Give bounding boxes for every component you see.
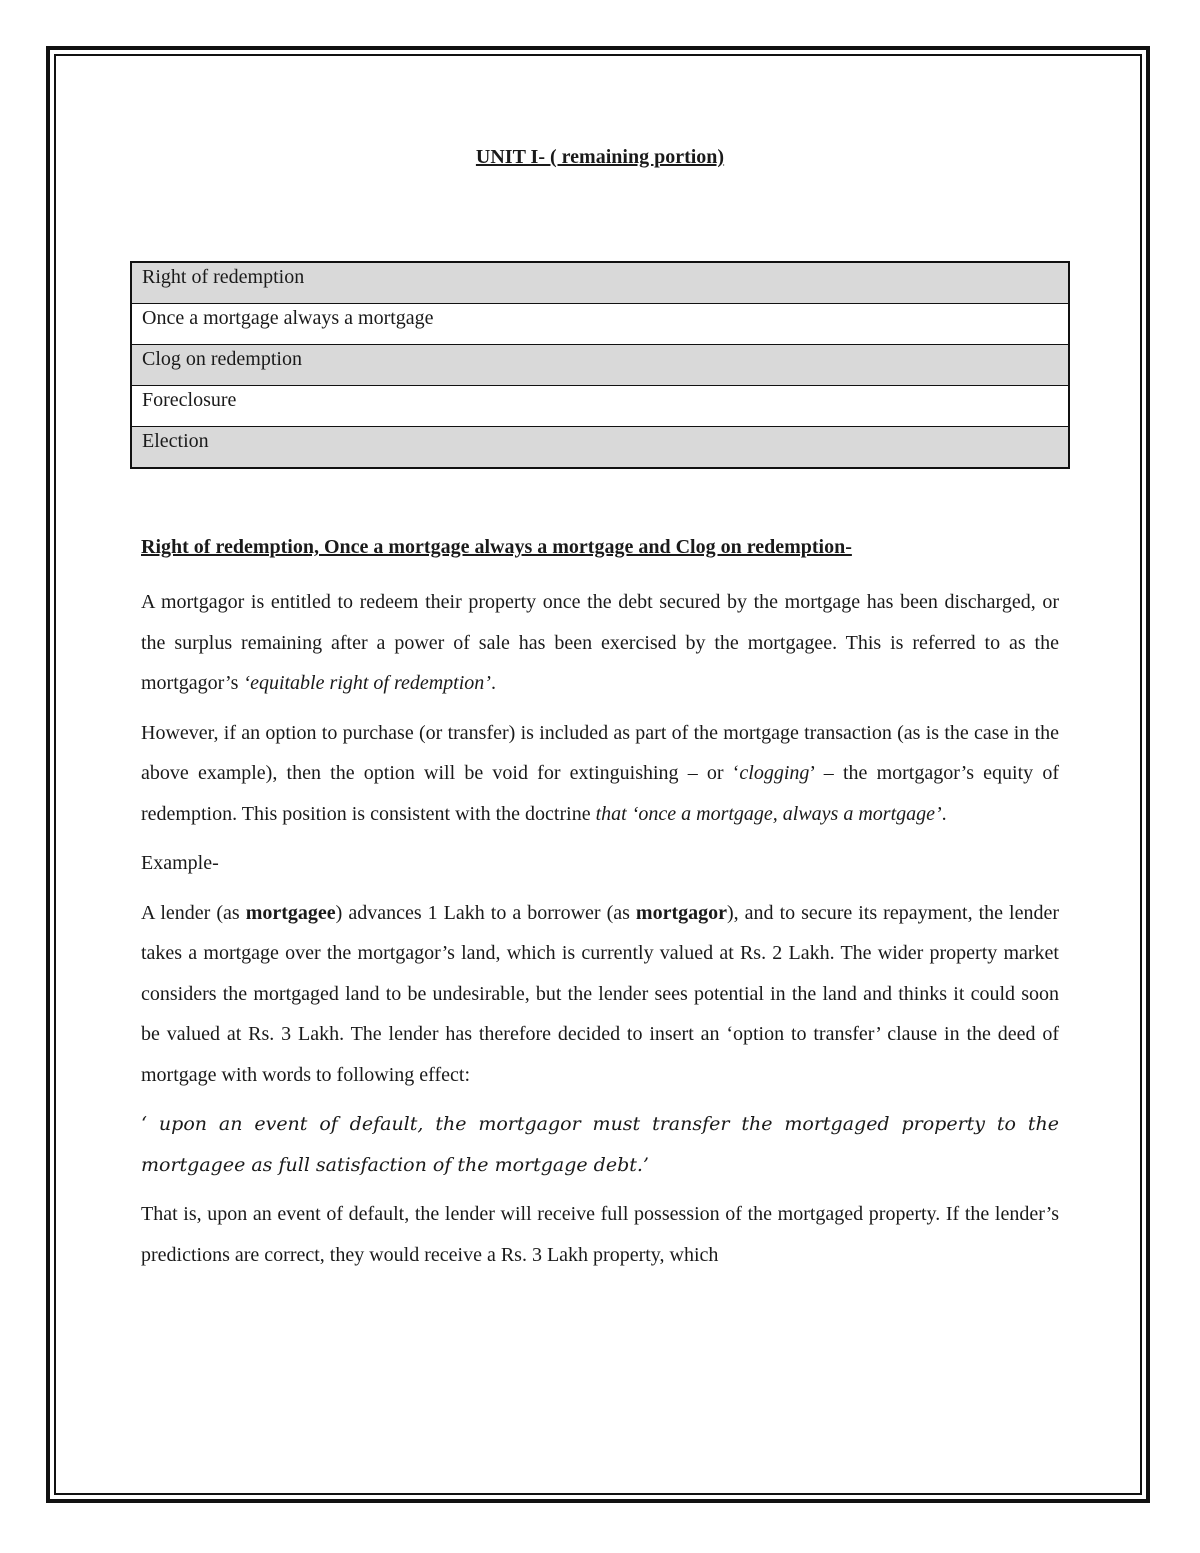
paragraph-text: However, if an option to purchase (or transfer) is included as part of the mortgage transaction (as is the case in the above example), then the option will be void for extinguishing – or ‘: [141, 721, 1059, 784]
section-heading: Right of redemption, Once a mortgage always a mortgage and Clog on redemption-: [141, 536, 852, 558]
emphasis-text: that ‘once a mortgage, always a mortgage’: [595, 802, 942, 825]
topic-row: [131, 345, 1069, 386]
topic-cell: Once a mortgage always a mortgage: [131, 304, 1069, 345]
body-text: [141, 530, 1059, 1284]
bold-text: mortgagee: [245, 901, 336, 924]
topic-cell: Clog on redemption: [131, 345, 1069, 386]
page-title: UNIT I- ( remaining portion): [475, 146, 725, 168]
topic-row: [131, 427, 1069, 469]
topic-cell: Election: [131, 427, 1069, 469]
topic-cell: Right of redemption: [131, 262, 1069, 304]
emphasis-text: clogging: [739, 762, 810, 784]
paragraph-text: A mortgagor is entitled to redeem their property once the debt secured by the mortgage has been discharged, or the surplus remaining after a power of sale has been exercised by the mortgagee. This is referred to as the mortgagor’s: [141, 591, 1059, 694]
quoted-clause: ‘ upon an event of default, the mortgagor must transfer the mortgaged property to the mortgagee as full satisfaction of the mortgage debt.’: [141, 1113, 1059, 1176]
topic-row: [131, 386, 1069, 427]
topics-table: [130, 261, 1070, 469]
paragraph-right-of-redemption: [141, 582, 1059, 704]
paragraph-example: [141, 893, 1059, 1096]
example-label: Example-: [141, 852, 219, 874]
paragraph-text: .: [490, 672, 496, 694]
paragraph-clogging: [141, 713, 1059, 835]
page-content: [141, 130, 1060, 1266]
paragraph-text: ) advances 1 Lakh to a borrower (as: [335, 901, 636, 924]
topic-row: [131, 262, 1069, 304]
topic-row: [131, 304, 1069, 345]
paragraph-text: ’ – the mortgagor’s equity of redemption. This position is consistent with the doctrine: [141, 762, 1059, 825]
emphasis-text: ‘equitable right of redemption’: [243, 672, 491, 694]
paragraph-text: .: [941, 802, 947, 825]
paragraph-outcome: That is, upon an event of default, the lender will receive full possession of the mortgaged property. If the lender’s predictions are correct, they would receive a Rs. 3 Lakh property, which: [141, 1203, 1059, 1266]
paragraph-text: ), and to secure its repayment, the lender takes a mortgage over the mortgagor’s land, which is currently valued at Rs. 2 Lakh. The wider property market considers the mortgaged land to be undesirable, but the lender sees potential in the land and thinks it could soon be valued at Rs. 3 Lakh. The lender has therefore decided to insert an ‘option to transfer’ clause in the deed of mortgage with words to following effect:: [141, 901, 1060, 1086]
topic-cell: Foreclosure: [131, 386, 1069, 427]
bold-text: mortgagor: [635, 901, 727, 924]
paragraph-text: A lender (as: [141, 901, 246, 924]
